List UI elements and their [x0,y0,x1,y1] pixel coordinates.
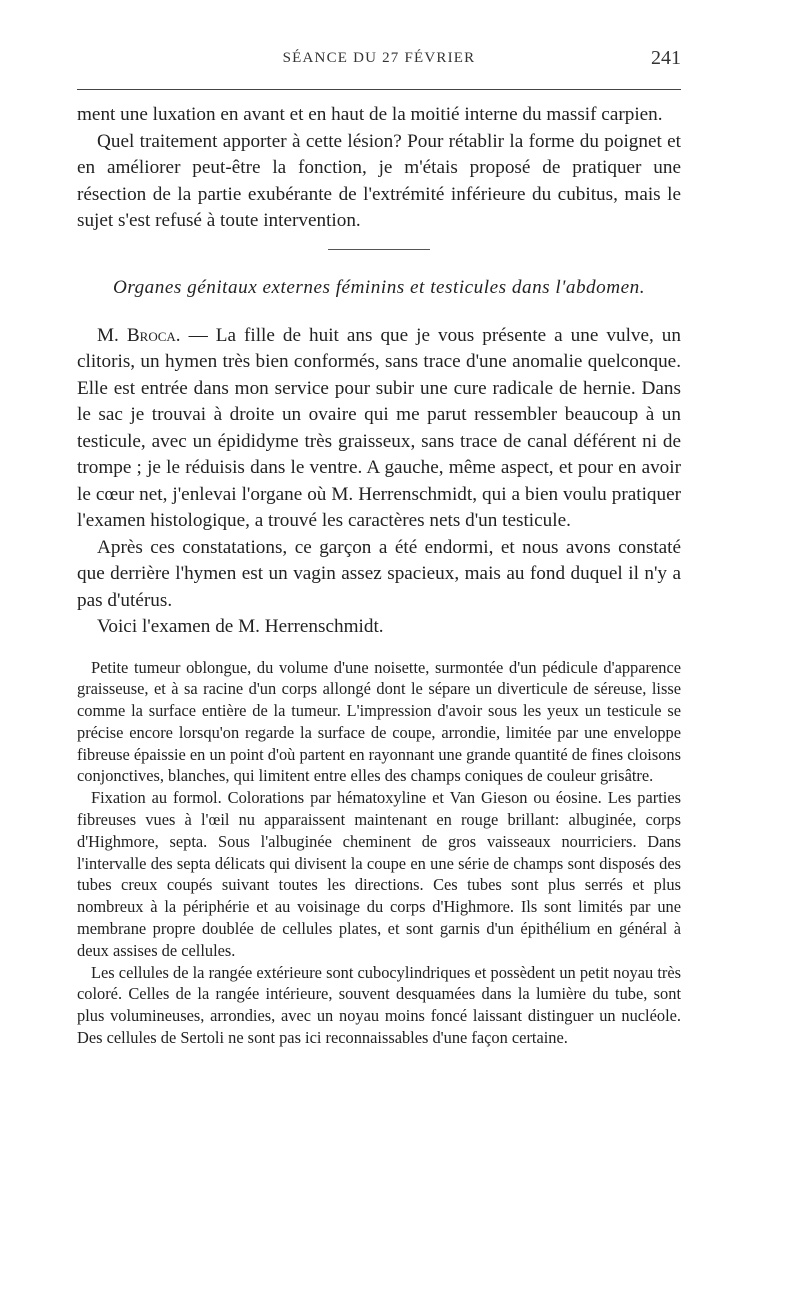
paragraph-broca [77,323,681,535]
speaker-name: M. Broca. [97,324,181,346]
histology-paragraph: Les cellules de la rangée extérieure sont cubocylindriques et possèdent un petit noyau très coloré. Celles de la rangée intérieure, souvent desquamées dans la lumière du tube, sont plus volumineuses, arrondies, avec un noyau moins foncé laissant distinguer un nucléole. Des cellules de Sertoli ne sont pas ici reconnaissables d'une façon certaine. [77,962,681,1048]
paragraph-voici: Voici l'examen de M. Herrenschmidt. [97,616,384,637]
paragraph-broca-text: — La fille de huit ans que je vous présente a une vulve, un clitoris, un hymen très bien conformés, sans trace d'une anomalie quelconque. Elle est entrée dans mon service pour subir une cure radicale de hernie. Dans le sac je trouvai à droite un ovaire qui me parut ressembler beaucoup à un testicule, avec un épididyme très graisseux, sans trace de canal déférent ni de trompe ; je le réduisis dans le ventre. A gauche, même aspect, et pour en avoir le cœur net, j'enlevai l'organe où M. Herrenschmidt, qui a bien voulu pratiquer l'examen histologique, a trouvé les caractères nets d'un testicule. [77,324,681,531]
page-number: 241 [651,47,681,69]
histology-report [77,657,681,1049]
page-body [77,102,681,1049]
paragraph-continuation: ment une luxation en avant et en haut de la moitié interne du massif carpien. [77,104,663,125]
section-separator [328,249,430,250]
paragraph-treatment: Quel traitement apporter à cette lésion? Pour rétablir la forme du poignet et en améliorer peut-être la fonction, je m'étais proposé de pratiquer une résection de la partie exubérante de l'extrémité inférieure du cubitus, mais le sujet s'est refusé à toute intervention. [77,130,681,231]
section-body [77,323,681,641]
header-rule [77,89,681,90]
paragraph-constatations: Après ces constatations, ce garçon a été endormi, et nous avons constaté que derrière l'hymen est un vagin assez spacieux, mais au fond duquel il n'y a pas d'utérus. [77,536,681,611]
top-text [77,102,681,235]
section-title: Organes génitaux externes féminins et testicules dans l'abdomen. [112,276,646,298]
histology-paragraph: Petite tumeur oblongue, du volume d'une noisette, surmontée d'un pédicule d'apparence graisseuse, et à sa racine d'un corps allongé dont le sépare un diverticule de séreuse, lisse comme la surface entière de la tumeur. L'impression d'avoir sous les yeux un testicule se précise encore lorsqu'on regarde la surface de coupe, arrondie, limitée par une enveloppe fibreuse épaissie en un point d'où partent en rayonnant une grande quantité de fines cloisons conjonctives, blanches, qui limitent entre elles des champs coniques de couleur grisâtre. [77,657,681,786]
histology-paragraph: Fixation au formol. Colorations par hématoxyline et Van Gieson ou éosine. Les parties fibreuses vues à l'œil nu apparaissent maintenant en rouge brillant: albuginée, corps d'Highmore, septa. Sous l'albuginée cheminent de gros vaisseaux nourriciers. Dans l'intervalle des septa délicats qui divisent la coupe en une série de champs sont disposés des tubes creux coupés suivant toutes les directions. Ces tubes sont plus serrés et plus nombreux à la périphérie et au voisinage du corps d'Highmore. Ils sont limités par une membrane propre doublée de cellules plates, et sont garnis d'un épithélium en général à deux assises de cellules. [77,788,681,960]
page-header [77,47,681,80]
running-head: SÉANCE DU 27 FÉVRIER [282,50,476,66]
